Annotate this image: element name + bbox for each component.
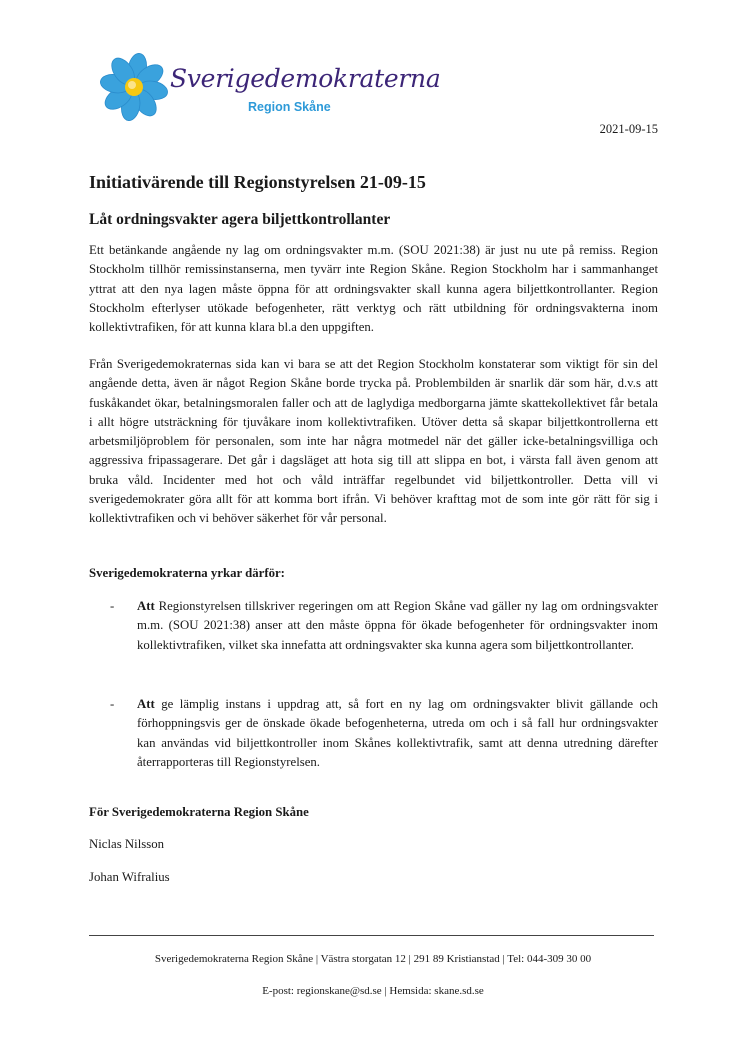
flower-icon [96, 50, 172, 122]
logo [96, 50, 441, 130]
document-date: 2021-09-15 [599, 122, 658, 136]
closing-line: För Sverigedemokraterna Region Skåne [89, 805, 309, 819]
bullet-dash: - [110, 599, 115, 613]
page-subtitle: Låt ordningsvakter agera biljettkontrollanter [89, 211, 391, 228]
demand-keyword: Att [137, 697, 155, 711]
demand-text: ge lämplig instans i uppdrag att, så fort en ny lag om ordningsvakter blivit gällande och förhoppningsvis ger de önskade ökade befogenheterna, utreda om och i så fall hur ordningsvakter kan användas vid biljettkontroller inom Skånes kollektivtrafik, samt att denna utredning därefter återrapporteras till Regionstyrelsen. [137, 697, 658, 769]
demand-item-1 [110, 597, 658, 655]
bullet-dash: - [110, 697, 115, 711]
footer-divider [89, 935, 654, 936]
body-paragraph-1: Ett betänkande angående ny lag om ordningsvakter m.m. (SOU 2021:38) är just nu ute på remiss. Region Stockholm tillhör remissinstanserna, men tyvärr inte Region Skåne. Region Stockholm har i sammanhanget yttrat att den nya lagen måste öppna för att ordningsvakter skall kunna agera biljettkontrollanter. Region Stockholm efterlyser utökade befogenheter, rätt verktyg och rätt utbildning för ordningsvakterna inom kollektivtrafiken, för att kunna klara bl.a den uppgiften. [89, 243, 658, 335]
demands-heading: Sverigedemokraterna yrkar därför: [89, 566, 285, 580]
body-paragraph-2: Från Sverigedemokraternas sida kan vi bara se att det Region Stockholm konstaterar som viktigt för sin del angående detta, även är något Region Skåne borde trycka på. Problembilden är snarlik där som här, d.v.s att fuskåkandet ökar, betalningsmoralen faller och att de laglydiga medborgarna jämte skattekollektivet får betala i allt högre utsträckning för tjuvåkare inom kollektivtrafiken. Utöver detta så skapar biljettkontrollerna ett arbetsmiljöproblem för personalen, som inte har några motmedel när det gäller icke-betalningsvilliga och aggressiva fripassagerare. Det går i dagsläget att hota sig till att slippa en bot, i värsta fall även genom att bruka våld. Incidenter med hot och våld inträffar regelbundet vid biljettkontroller. Detta vill vi sverigedemokrater göra allt för att komma bort ifrån. Vi behöver krafttag mot de som inte gör rätt för sig i kollektivtrafiken och vi behöver säkerhet för vår personal. [89, 357, 658, 526]
signatory-2: Johan Wifralius [89, 870, 170, 884]
brand-region: Region Skåne [248, 100, 331, 114]
signatory-1: Niclas Nilsson [89, 837, 165, 851]
demand-item-2 [110, 695, 658, 772]
brand-name: Sverigedemokraterna [170, 64, 441, 93]
page-title: Initiativärende till Regionstyrelsen 21-09-15 [89, 172, 426, 192]
footer-address: Sverigedemokraterna Region Skåne | Västra storgatan 12 | 291 89 Kristianstad | Tel: 044-309 30 00 [154, 953, 592, 965]
demand-text: Regionstyrelsen tillskriver regeringen om att Region Skåne vad gäller ny lag om ordningsvakter m.m. (SOU 2021:38) anser att den måste öppna för ökade befogenheter för ordningsvakter inom kollektivtrafiken, vilket ska innefatta att ordningsvakter ska kunna agera som biljettkontrollanter. [137, 599, 658, 652]
footer-contact: E-post: regionskane@sd.se | Hemsida: skane.sd.se [262, 985, 484, 997]
demand-keyword: Att [137, 599, 155, 613]
